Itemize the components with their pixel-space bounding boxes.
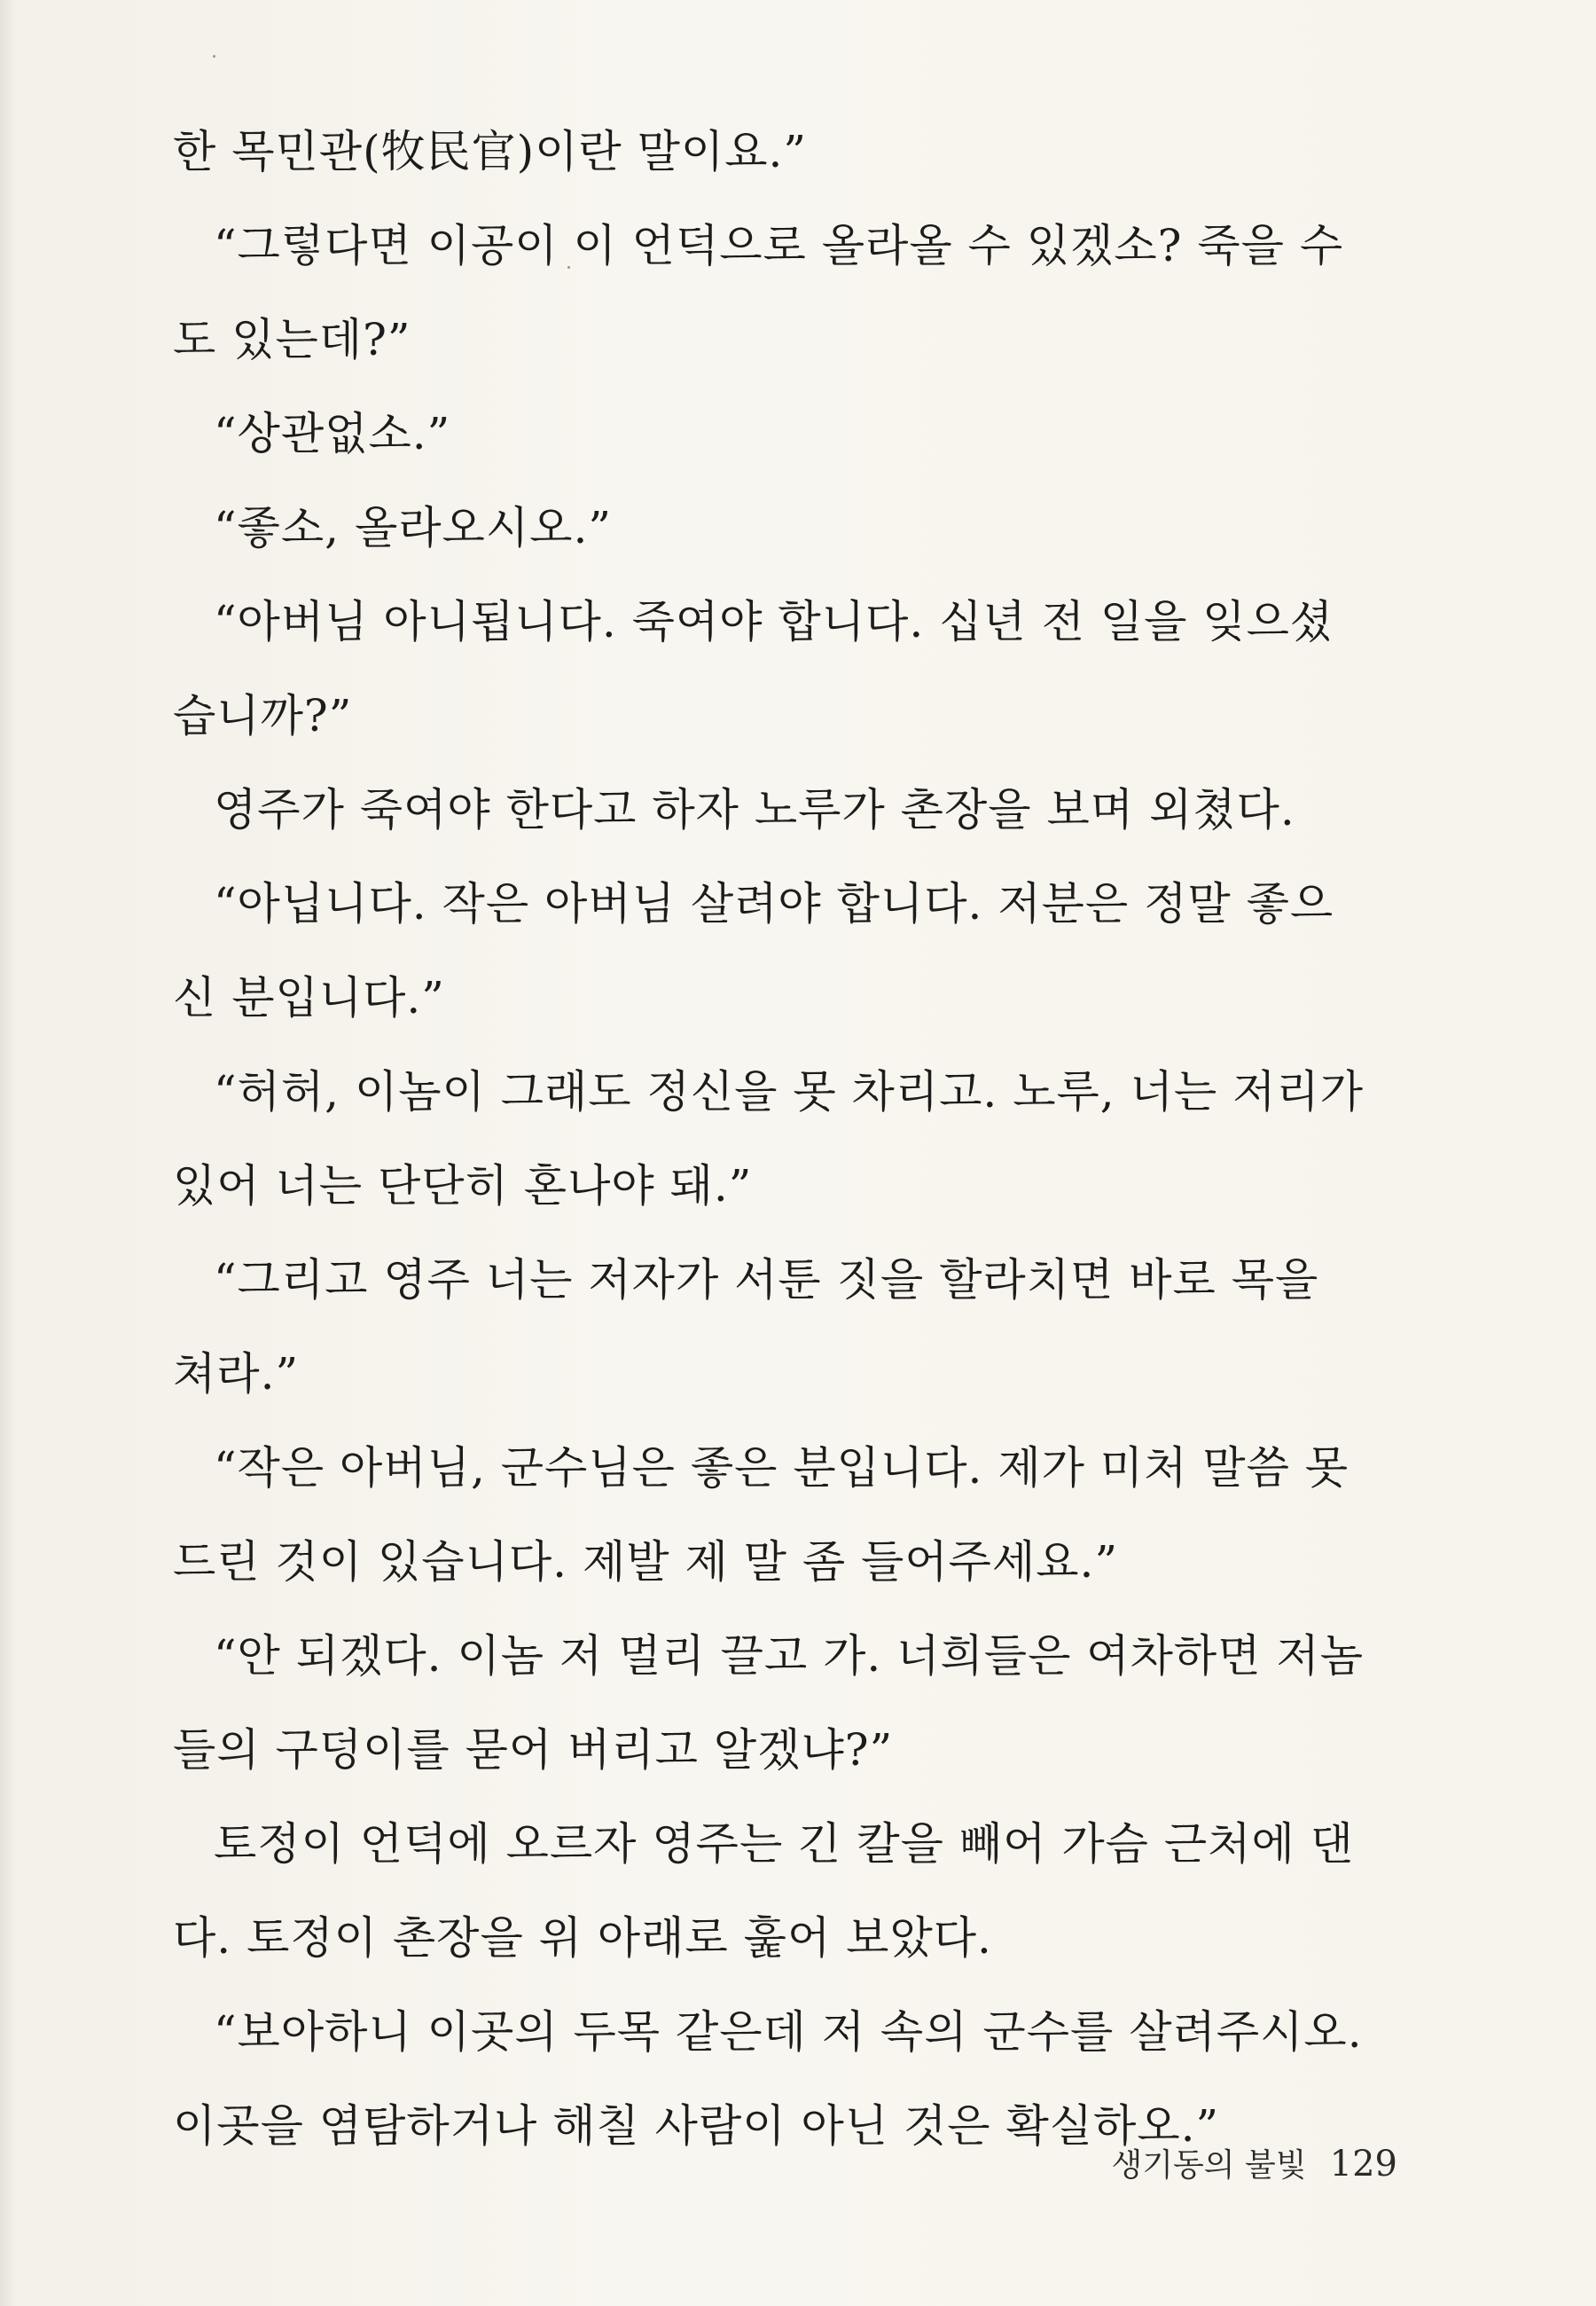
text-line: 이곳을 염탐하거나 해칠 사람이 아닌 것은 확실하오.” — [173, 2100, 1220, 2152]
text-line: “좋소, 올라오시오.” — [214, 502, 612, 553]
text-line: 쳐라.” — [173, 1348, 300, 1400]
section-title: 생기동의 불빛 — [1111, 2147, 1307, 2184]
text-line: 한 목민관(牧民官)이란 말이요.” — [173, 126, 807, 177]
text-line: 토정이 언덕에 오르자 영주는 긴 칼을 빼어 가슴 근처에 댄 — [214, 1818, 1354, 1870]
text-line: 도 있는데?” — [173, 314, 411, 365]
text-line: “그렇다면 이공이 이 언덕으로 올라올 수 있겠소? 죽을 수 — [214, 220, 1344, 271]
text-line: 영주가 죽여야 한다고 하자 노루가 촌장을 보며 외쳤다. — [214, 784, 1295, 835]
text-line: “그리고 영주 너는 저자가 서툰 짓을 할라치면 바로 목을 — [214, 1254, 1319, 1306]
text-line: “작은 아버님, 군수님은 좋은 분입니다. 제가 미처 말씀 못 — [214, 1442, 1350, 1494]
running-footer — [1111, 2137, 1397, 2191]
text-line: 다. 토정이 촌장을 위 아래로 훑어 보았다. — [173, 1912, 992, 1964]
text-line: 들의 구덩이를 묻어 버리고 알겠냐?” — [173, 1724, 894, 1776]
text-line: 신 분입니다.” — [173, 972, 445, 1024]
text-line: 있어 너는 단단히 혼나야 돼.” — [173, 1160, 753, 1212]
text-line: “허허, 이놈이 그래도 정신을 못 차리고. 노루, 너는 저리가 — [214, 1066, 1364, 1118]
text-line: “보아하니 이곳의 두목 같은데 저 속의 군수를 살려주시오. — [214, 2006, 1363, 2058]
paper-speck — [213, 55, 215, 58]
text-line: 습니까?” — [173, 690, 353, 741]
text-line: “상관없소.” — [214, 408, 451, 459]
text-line: “안 되겠다. 이놈 저 멀리 끌고 가. 너희들은 여차하면 저놈 — [214, 1630, 1364, 1682]
body-text — [173, 105, 1396, 2173]
text-line: “아닙니다. 작은 아버님 살려야 합니다. 저분은 정말 좋으 — [214, 878, 1334, 929]
text-line: 드린 것이 있습니다. 제발 제 말 좀 들어주세요.” — [173, 1536, 1119, 1588]
text-line: “아버님 아니됩니다. 죽여야 합니다. 십년 전 일을 잊으셨 — [214, 596, 1334, 647]
page-number: 129 — [1329, 2144, 1397, 2184]
binding-shadow — [0, 0, 16, 2306]
